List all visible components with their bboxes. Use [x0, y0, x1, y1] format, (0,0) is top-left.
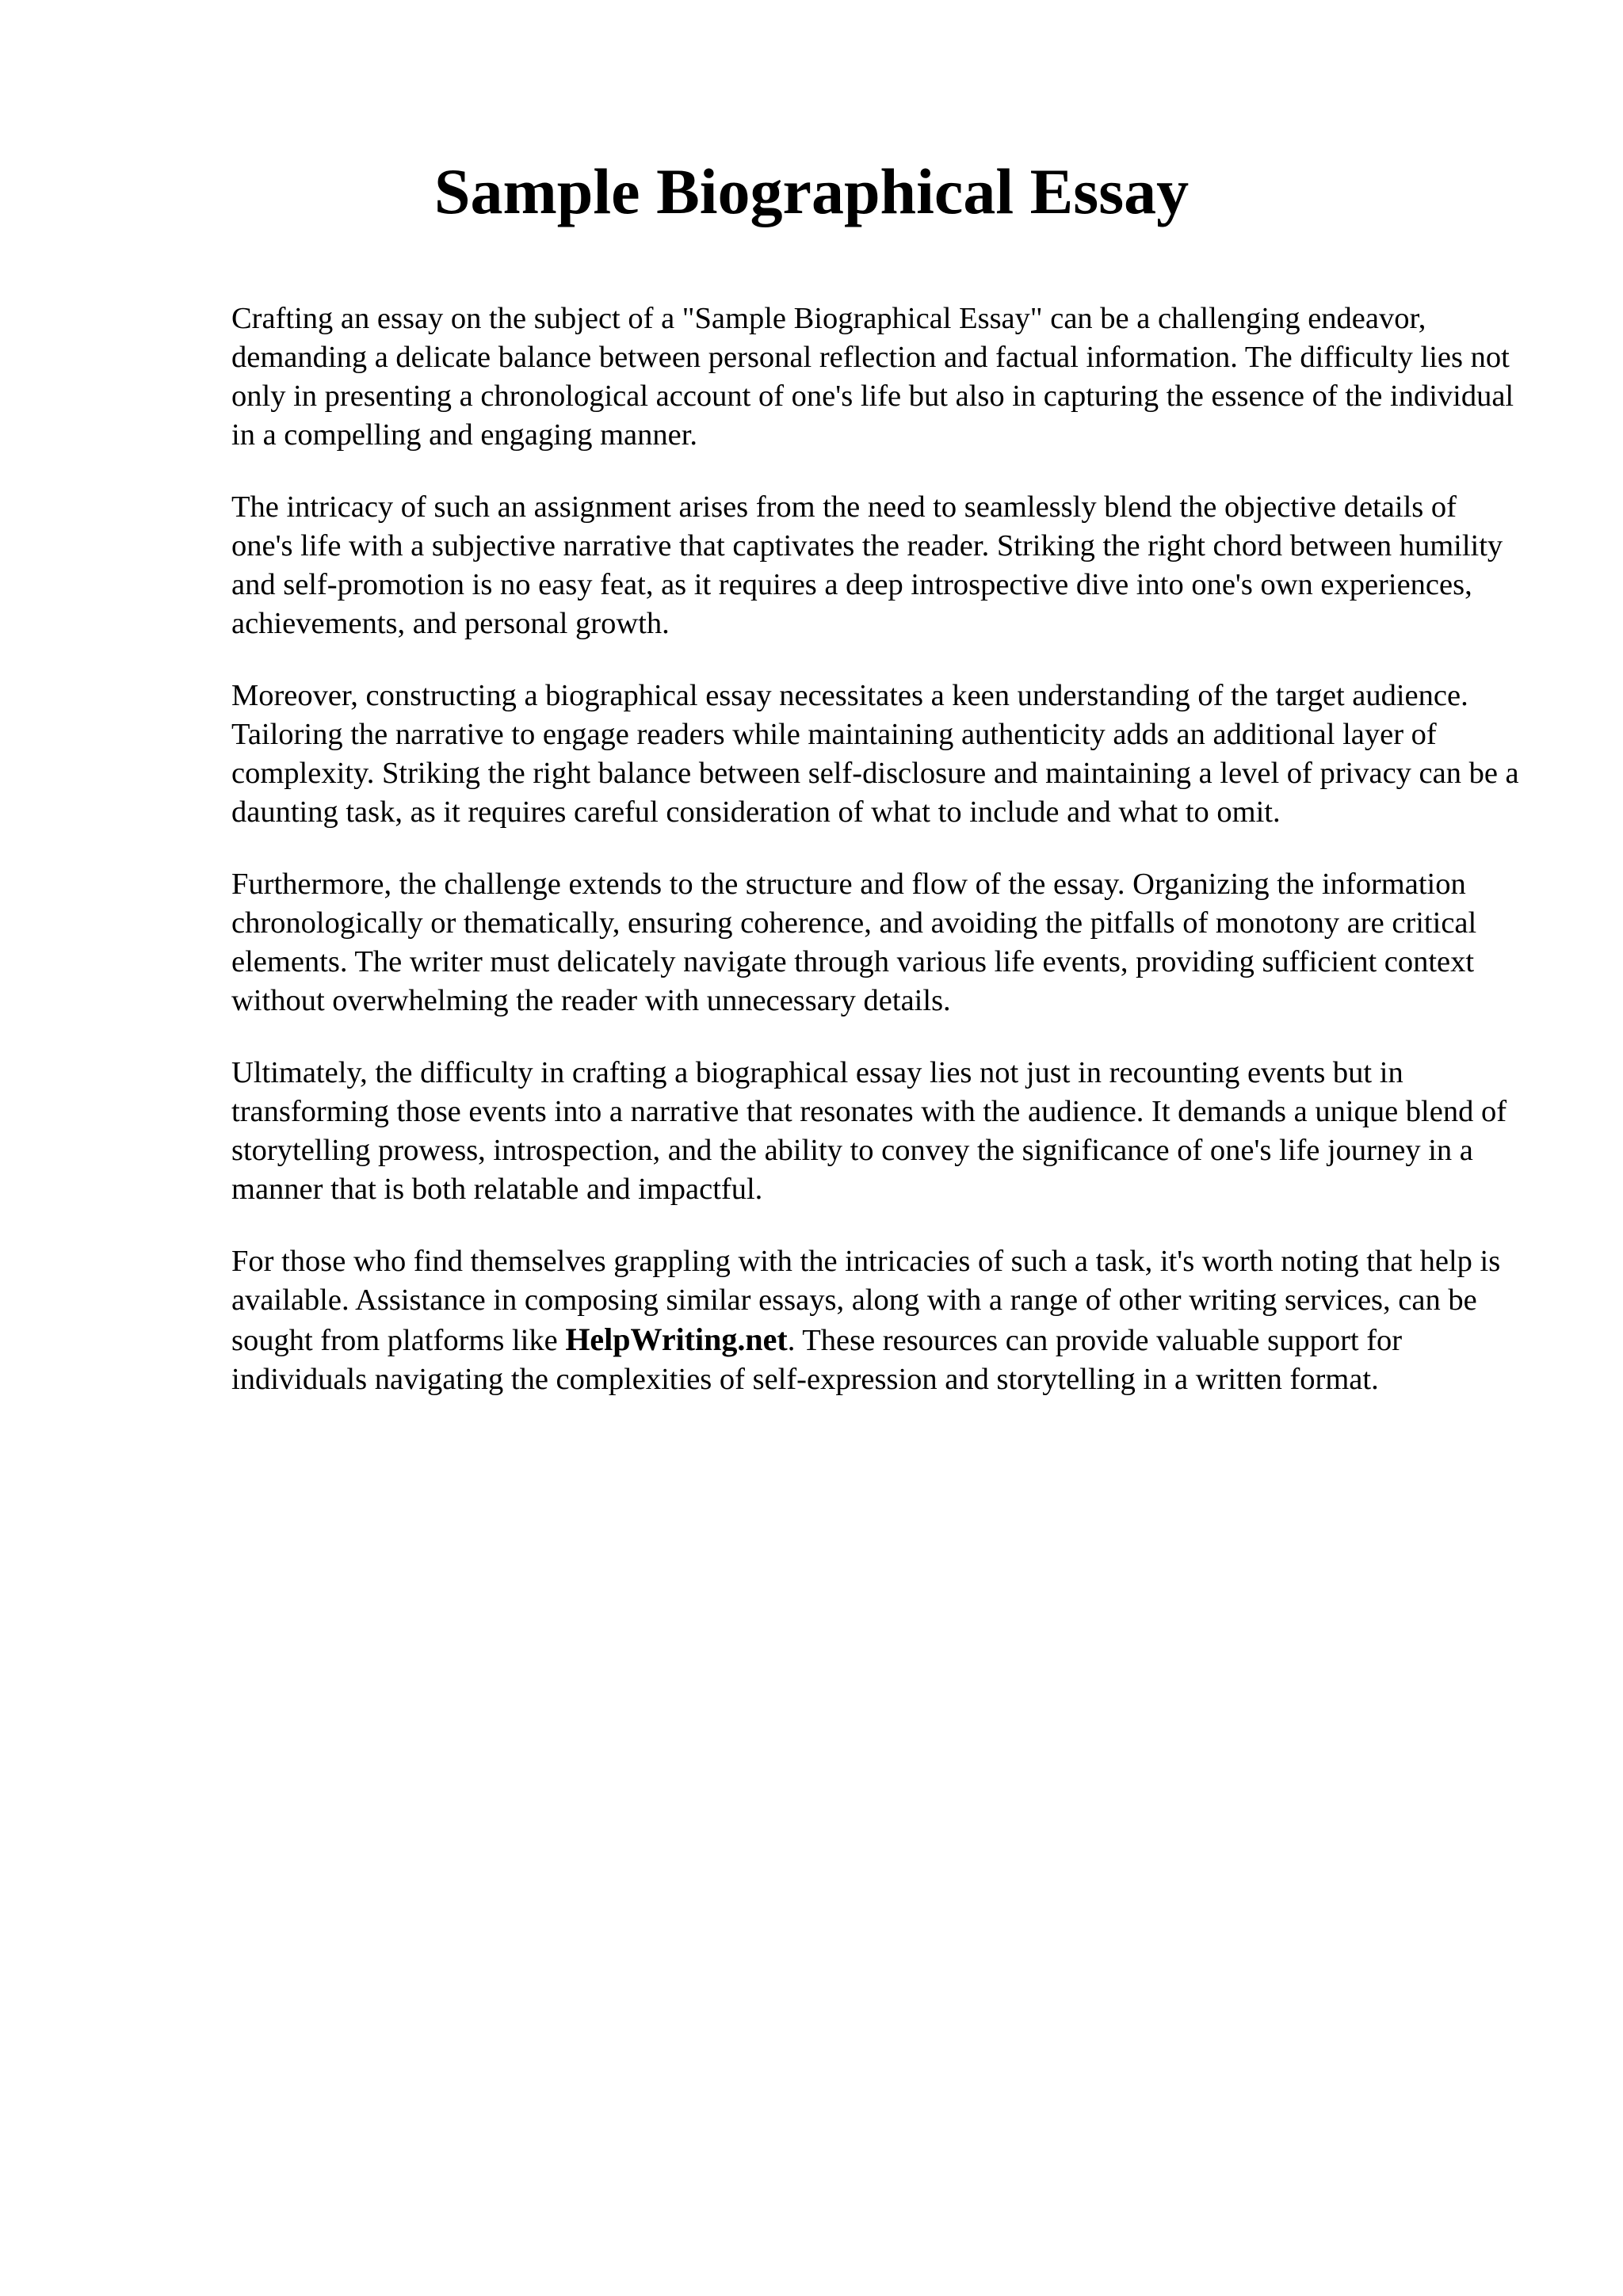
document-body — [231, 299, 1523, 1432]
paragraph-5: Ultimately, the difficulty in crafting a biographical essay lies not just in recounting events but in transforming those events into a narrative that resonates with the audience. It demands a unique blend of storytelling prowess, introspection, and the ability to convey the significance of one's life journey in a manner that is both relatable and impactful. — [231, 1056, 1507, 1206]
paragraph-1: Crafting an essay on the subject of a "Sample Biographical Essay" can be a challenging endeavor, demanding a delicate balance between personal reflection and factual information. The difficulty lies not only in presenting a chronological account of one's life but also in capturing the essence of the individual in a compelling and engaging manner. — [231, 302, 1514, 452]
paragraph-6-text-before: For those who find themselves grappling with the intricacies of such a task, it's worth noting that help is available. Assistance in composing similar essays, along with a range of other writing services, can be sought from platforms like — [231, 1245, 1501, 1357]
paragraph-2: The intricacy of such an assignment arises from the need to seamlessly blend the objective details of one's life with a subjective narrative that captivates the reader. Striking the right chord between humility and self-promotion is no easy feat, as it requires a deep introspective dive into one's own experiences, achievements, and personal growth. — [231, 490, 1503, 640]
paragraph-6-text-after: . These resources can provide valuable support for individuals navigating the complexities of self-expression and storytelling in a written format. — [231, 1324, 1403, 1396]
paragraph-4: Furthermore, the challenge extends to the structure and flow of the essay. Organizing the information chronologically or thematically, ensuring coherence, and avoiding the pitfalls of monotony are critical elements. The writer must delicately navigate through various life events, providing sufficient context without overwhelming the reader with unnecessary details. — [231, 868, 1477, 1017]
paragraph-3: Moreover, constructing a biographical essay necessitates a keen understanding of the target audience. Tailoring the narrative to engage readers while maintaining authenticity adds an additional layer of complexity. Striking the right balance between self-disclosure and maintaining a level of privacy can be a daunting task, as it requires careful consideration of what to include and what to omit. — [231, 679, 1519, 829]
helpwriting-link-text: HelpWriting.net — [565, 1322, 788, 1357]
document-title: Sample Biographical Essay — [433, 155, 1190, 227]
paragraph-6 — [231, 1242, 1523, 1399]
